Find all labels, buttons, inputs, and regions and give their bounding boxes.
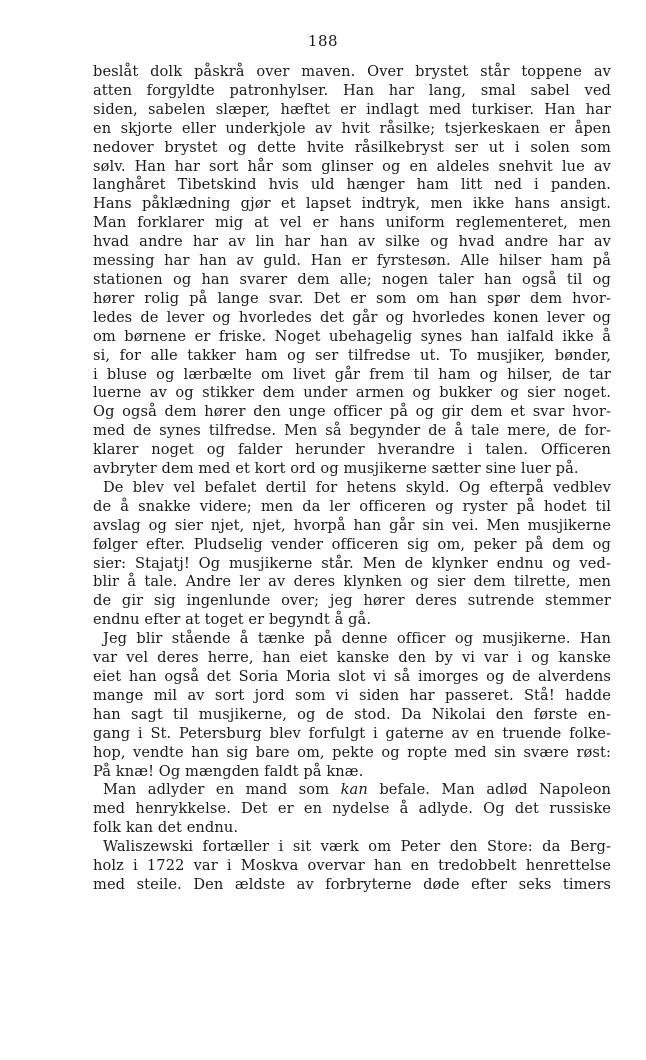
text-line: var vel deres herre, han eiet kanske den by vi var i og kanske (93, 649, 611, 667)
text-line: eiet han også det Soria Moria slot vi så imorges og de alverdens (93, 668, 611, 685)
text-line: hvad andre har av lin har han av silke og hvad andre har av (93, 233, 611, 251)
text-line: om børnene er friske. Noget ubehagelig synes han ialfald ikke å (93, 327, 611, 345)
text-line: folk kan det endnu. (93, 819, 239, 837)
text-line: med henrykkelse. Det er en nydelse å adlyde. Og det russiske (93, 800, 611, 818)
text-line: langhåret Tibetskind hvis uld hænger ham litt ned i panden. (93, 176, 611, 194)
text-line: hop, vendte han sig bare om, pekte og ropte med sin svære røst: (93, 743, 611, 761)
text-line: klarer noget og falder herunder hverandre i talen. Officeren (93, 441, 611, 459)
text-line: blir å tale. Andre ler av deres klynken og sier dem tilrette, men (93, 573, 611, 591)
text-line: nedover brystet og dette hvite råsilkebryst ser ut i solen som (93, 138, 611, 156)
text-line: hører rolig på lange svar. Det er som om han spør dem hvor- (93, 289, 611, 307)
text-line: messing har han av guld. Han er fyrstesøn. Alle hilser ham på (93, 252, 611, 270)
text-line: beslåt dolk påskrå over maven. Over brystet står toppene av (93, 63, 611, 80)
page-number: 188 (307, 32, 339, 50)
text-line: avbryter dem med et kort ord og musjikerne sætter sine luer på. (93, 460, 579, 478)
body-text (93, 63, 611, 895)
text-line: Og også dem hører den unge officer på og gir dem et svar hvor- (93, 403, 611, 421)
text-line: Hans påklædning gjør et lapset indtryk, men ikke hans ansigt. (93, 195, 611, 213)
text-line: følger efter. Pludselig vender officeren sig om, peker på dem og (93, 535, 611, 553)
text-line: Man adlyder en mand som kan befale. Man adlød Napoleon (103, 781, 612, 799)
text-line: mange mil av sort jord som vi siden har passeret. Stå! hadde (93, 686, 611, 704)
text-line: de å snakke videre; men da ler officeren og ryster på hodet til (93, 497, 611, 515)
text-line: På knæ! Og mængden faldt på knæ. (93, 762, 364, 780)
text-line: Waliszewski fortæller i sit værk om Peter den Store: da Berg- (103, 838, 611, 856)
text-line: atten forgyldte patronhylser. Han har lang, smal sabel ved (93, 81, 611, 99)
text-line: Jeg blir stående å tænke på denne officer og musjikerne. Han (103, 630, 611, 648)
text-line: ledes de lever og hvorledes det går og hvorledes konen lever og (93, 308, 611, 326)
text-line: Man forklarer mig at vel er hans uniform reglementeret, men (93, 214, 611, 232)
text-line: med de synes tilfredse. Men så begynder de å tale mere, de for- (93, 422, 611, 440)
text-line: med steile. Den ældste av forbryterne døde efter seks timers (93, 875, 611, 893)
text-line: endnu efter at toget er begyndt å gå. (93, 611, 372, 629)
text-line: stationen og han svarer dem alle; nogen taler han også til og (93, 270, 611, 288)
text-line: siden, sabelen slæper, hæftet er indlagt med turkiser. Han har (93, 100, 611, 118)
text-line: en skjorte eller underkjole av hvit råsilke; tsjerkeskaen er åpen (93, 119, 611, 137)
text-line: de gir sig ingenlunde over; jeg hører deres sutrende stemmer (93, 592, 611, 610)
text-line: sølv. Han har sort hår som glinser og en aldeles snehvit lue av (93, 157, 611, 175)
text-line: avslag og sier njet, njet, hvorpå han går sin vei. Men musjikerne (93, 516, 611, 534)
text-line: sier: Stajatj! Og musjikerne står. Men de klynker endnu og ved- (93, 554, 611, 572)
text-line: i bluse og lærbælte om livet går frem til ham og hilser, de tar (93, 365, 611, 383)
text-line: si, for alle takker ham og ser tilfredse ut. To musjiker, bønder, (93, 346, 611, 364)
text-line: luerne av og stikker dem under armen og bukker og sier noget. (93, 384, 611, 402)
text-line: De blev vel befalet dertil for hetens skyld. Og efterpå vedblev (103, 478, 611, 496)
text-line: gang i St. Petersburg blev forfulgt i gaterne av en truende folke- (93, 724, 611, 742)
text-line: holz i 1722 var i Moskva overvar han en tredobbelt henrettelse (93, 857, 611, 875)
italic-word: kan (340, 781, 368, 799)
text-line: han sagt til musjikerne, og de stod. Da Nikolai den første en- (93, 705, 611, 723)
